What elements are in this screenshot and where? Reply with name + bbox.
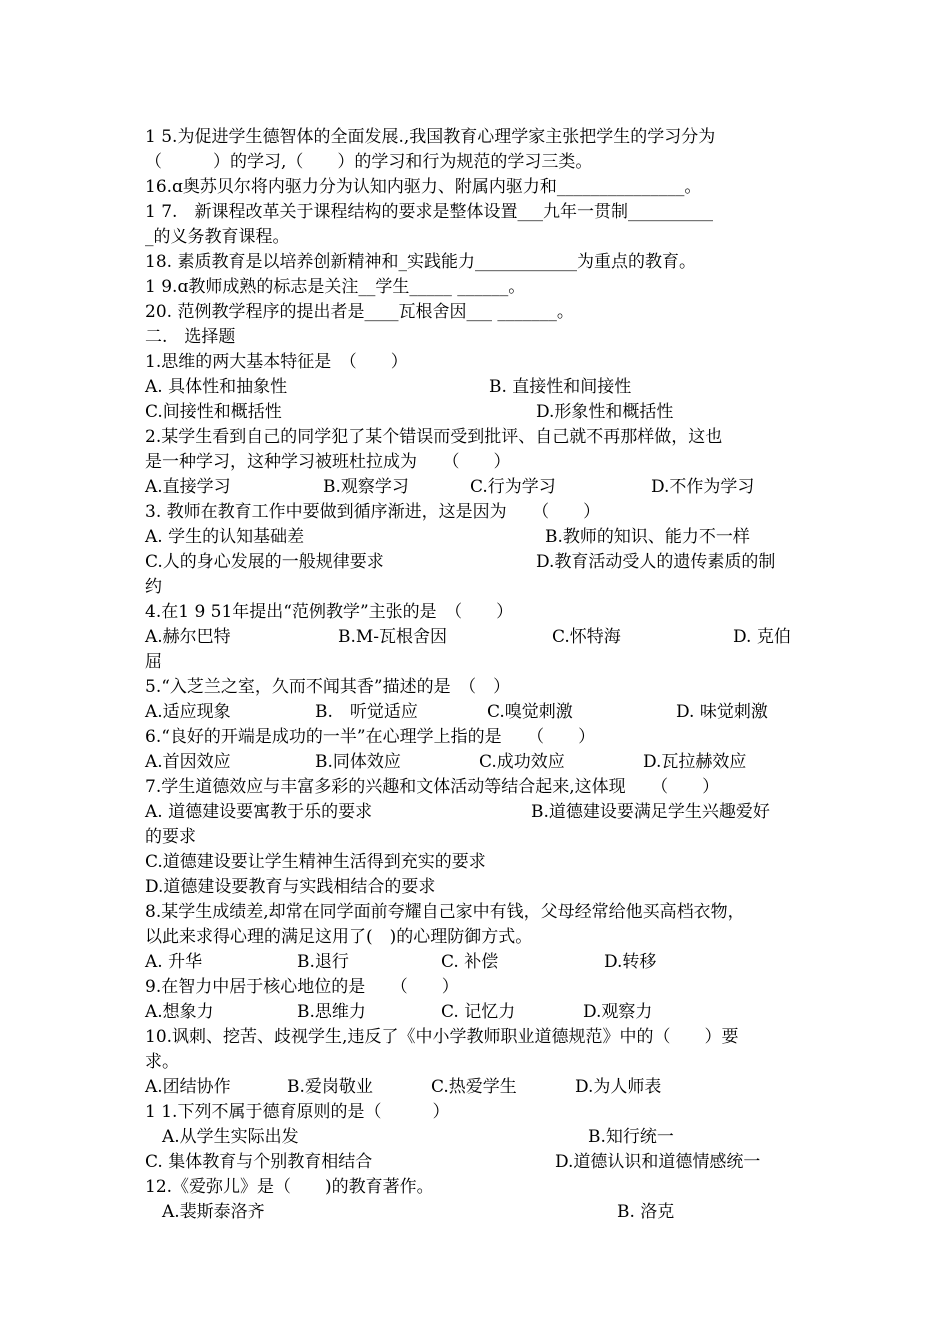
q4-stem: 4.在1 9 51年提出“范例教学”主张的是 （ ） (145, 602, 514, 622)
q12-option-a: A.裴斯泰洛齐 (162, 1202, 265, 1222)
q5-option-c: C.嗅觉刺激 (487, 702, 573, 722)
q10-stem-line1: 10.讽刺、挖苦、歧视学生,违反了《中小学教师职业道德规范》中的（ ）要 (145, 1027, 739, 1047)
q17-line2: _的义务教育课程。 (145, 227, 290, 247)
section-heading: 二. 选择题 (145, 327, 236, 347)
q5-stem: 5.“入芝兰之室，久而不闻其香”描述的是 （ ） (145, 677, 511, 697)
q5-option-b: B. 听觉适应 (315, 702, 418, 722)
q1-option-b: B. 直接性和间接性 (489, 377, 632, 397)
q4-option-a: A.赫尔巴特 (145, 627, 231, 647)
q3-option-d: D.教育活动受人的遗传素质的制 (536, 552, 776, 572)
q7-option-a: A. 道德建设要寓教于乐的要求 (145, 802, 373, 822)
q2-option-b: B.观察学习 (323, 477, 409, 497)
q4-option-d-continued: 屈 (145, 652, 162, 672)
q11-option-c: C. 集体教育与个别教育相结合 (145, 1152, 373, 1172)
q9-option-b: B.思维力 (297, 1002, 366, 1022)
q5-option-d: D. 味觉刺激 (676, 702, 768, 722)
q2-stem-line2: 是一种学习，这种学习被班杜拉成为 （ ） (145, 452, 511, 472)
q7-option-b-continued: 的要求 (145, 827, 196, 847)
q3-option-a: A. 学生的认知基础差 (145, 527, 305, 547)
q12-stem: 12.《爱弥儿》是（ )的教育著作。 (145, 1177, 434, 1197)
q20: 20. 范例教学程序的提出者是____瓦根舍因___ _______。 (145, 302, 574, 322)
q17-line1: 1 7. 新课程改革关于课程结构的要求是整体设置___九年一贯制__________ (145, 202, 713, 222)
q1-option-a: A. 具体性和抽象性 (145, 377, 288, 397)
q16: 16.ɑ奥苏贝尔将内驱力分为认知内驱力、附属内驱力和_______________。 (145, 177, 702, 197)
q6-option-b: B.同体效应 (315, 752, 401, 772)
q11-option-d: D.道德认识和道德情感统一 (555, 1152, 761, 1172)
q6-option-a: A.首因效应 (145, 752, 231, 772)
q18: 18. 素质教育是以培养创新精神和_实践能力____________为重点的教育。 (145, 252, 696, 272)
q15-line2: （ ）的学习,（ ）的学习和行为规范的学习三类。 (145, 152, 593, 172)
q8-option-d: D.转移 (604, 952, 657, 972)
q4-option-d: D. 克伯 (733, 627, 791, 647)
q11-option-b: B.知行统一 (588, 1127, 674, 1147)
q8-option-a: A. 升华 (145, 952, 203, 972)
q7-stem: 7.学生道德效应与丰富多彩的兴趣和文体活动等结合起来,这体现 （ ） (145, 777, 720, 797)
q9-stem: 9.在智力中居于核心地位的是 （ ） (145, 977, 459, 997)
q10-option-c: C.热爱学生 (431, 1077, 517, 1097)
q1-option-c: C.间接性和概括性 (145, 402, 282, 422)
q10-option-b: B.爱岗敬业 (287, 1077, 373, 1097)
q2-stem-line1: 2.某学生看到自己的同学犯了某个错误而受到批评、自己就不再那样做，这也 (145, 427, 723, 447)
q9-option-d: D.观察力 (583, 1002, 653, 1022)
q15-line1: 1 5.为促进学生德智体的全面发展.,我国教育心理学家主张把学生的学习分为 (145, 127, 716, 147)
q3-stem: 3. 教师在教育工作中要做到循序渐进，这是因为 （ ） (145, 502, 601, 522)
q7-option-b: B.道德建设要满足学生兴趣爱好 (531, 802, 770, 822)
q19: 1 9.ɑ教师成熟的标志是关注__学生_____ ______。 (145, 277, 526, 297)
q2-option-d: D.不作为学习 (651, 477, 755, 497)
q8-option-b: B.退行 (297, 952, 349, 972)
q11-option-a: A.从学生实际出发 (162, 1127, 299, 1147)
q9-option-c: C. 记忆力 (441, 1002, 516, 1022)
q3-option-d-continued: 约 (145, 577, 162, 597)
q9-option-a: A.想象力 (145, 1002, 214, 1022)
q10-stem-line2: 求。 (145, 1052, 179, 1072)
q11-stem: 1 1.下列不属于德育原则的是（ ） (145, 1102, 450, 1122)
q8-stem-line2: 以此来求得心理的满足这用了( )的心理防御方式。 (145, 927, 533, 947)
q6-option-d: D.瓦拉赫效应 (643, 752, 747, 772)
q10-option-d: D.为人师表 (575, 1077, 662, 1097)
q6-option-c: C.成功效应 (479, 752, 565, 772)
q3-option-c: C.人的身心发展的一般规律要求 (145, 552, 384, 572)
q12-option-b: B. 洛克 (617, 1202, 675, 1222)
q2-option-a: A.直接学习 (145, 477, 231, 497)
q4-option-b: B.M-瓦根舍因 (338, 627, 448, 647)
q1-option-d: D.形象性和概括性 (536, 402, 674, 422)
q1-stem: 1.思维的两大基本特征是 （ ） (145, 352, 408, 372)
q8-option-c: C. 补偿 (441, 952, 499, 972)
q3-option-b: B.教师的知识、能力不一样 (545, 527, 750, 547)
q7-option-d: D.道德建设要教育与实践相结合的要求 (145, 877, 436, 897)
q8-stem-line1: 8.某学生成绩差,却常在同学面前夸耀自己家中有钱，父母经常给他买高档衣物， (145, 902, 745, 922)
q10-option-a: A.团结协作 (145, 1077, 231, 1097)
q4-option-c: C.怀特海 (552, 627, 621, 647)
q2-option-c: C.行为学习 (470, 477, 556, 497)
q6-stem: 6.“良好的开端是成功的一半”在心理学上指的是 （ ） (145, 727, 596, 747)
q5-option-a: A.适应现象 (145, 702, 231, 722)
q7-option-c: C.道德建设要让学生精神生活得到充实的要求 (145, 852, 486, 872)
